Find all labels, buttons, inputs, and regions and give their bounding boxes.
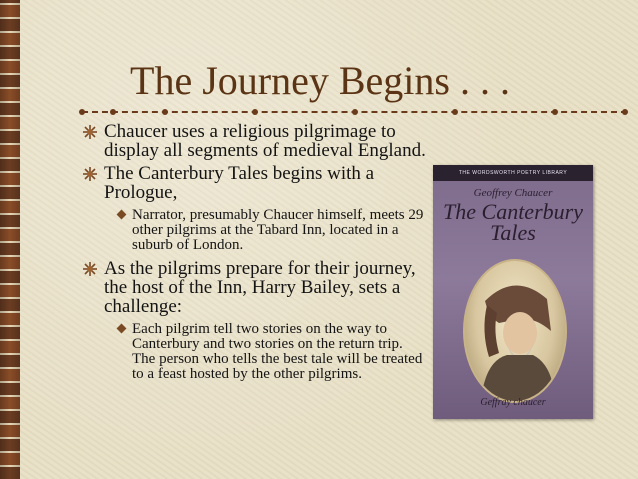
bullet-item: [82, 122, 427, 160]
bullet-text: As the pilgrims prepare for their journey, the host of the Inn, Harry Bailey, sets a challenge:: [104, 258, 416, 317]
diamond-icon: [117, 210, 127, 220]
star-burst-icon: [82, 261, 98, 277]
decorative-border: [0, 0, 20, 479]
bullet-item: [82, 164, 427, 202]
title-divider: [82, 111, 627, 117]
divider-dot: [79, 109, 85, 115]
bullet-list: [82, 122, 427, 388]
divider-dot: [162, 109, 168, 115]
divider-dot: [110, 109, 116, 115]
sub-bullet-item: [82, 208, 427, 253]
sub-bullet-text: Each pilgrim tell two stories on the way to Canterbury and two stories on the return trip. The person who tells the best tale will be treated to a feast hosted by the other pilgrims.: [132, 321, 423, 382]
sub-bullet-item: [82, 322, 427, 382]
divider-dot: [352, 109, 358, 115]
book-title: The Canterbury Tales: [443, 199, 583, 245]
star-burst-icon: [82, 124, 98, 140]
divider-dot: [622, 109, 628, 115]
bullet-text: The Canterbury Tales begins with a Prologue,: [104, 163, 375, 203]
book-author: Geoffrey Chaucer: [473, 187, 553, 199]
book-cover-image: [433, 165, 593, 419]
diamond-icon: [117, 324, 127, 334]
divider-dot: [252, 109, 258, 115]
star-burst-icon: [82, 166, 98, 182]
portrait-illustration: [465, 261, 565, 401]
chaucer-portrait: [463, 259, 567, 403]
divider-dot: [452, 109, 458, 115]
divider-dot: [552, 109, 558, 115]
slide-title: The Journey Begins . . .: [130, 58, 510, 103]
book-signature: Geffray chaucer: [480, 397, 546, 408]
bullet-item: [82, 259, 427, 316]
bullet-text: Chaucer uses a religious pilgrimage to display all segments of medieval England.: [104, 121, 426, 161]
book-series: THE WORDSWORTH POETRY LIBRARY: [433, 165, 593, 181]
sub-bullet-text: Narrator, presumably Chaucer himself, meets 29 other pilgrims at the Tabard Inn, located in a suburb of London.: [132, 207, 424, 253]
